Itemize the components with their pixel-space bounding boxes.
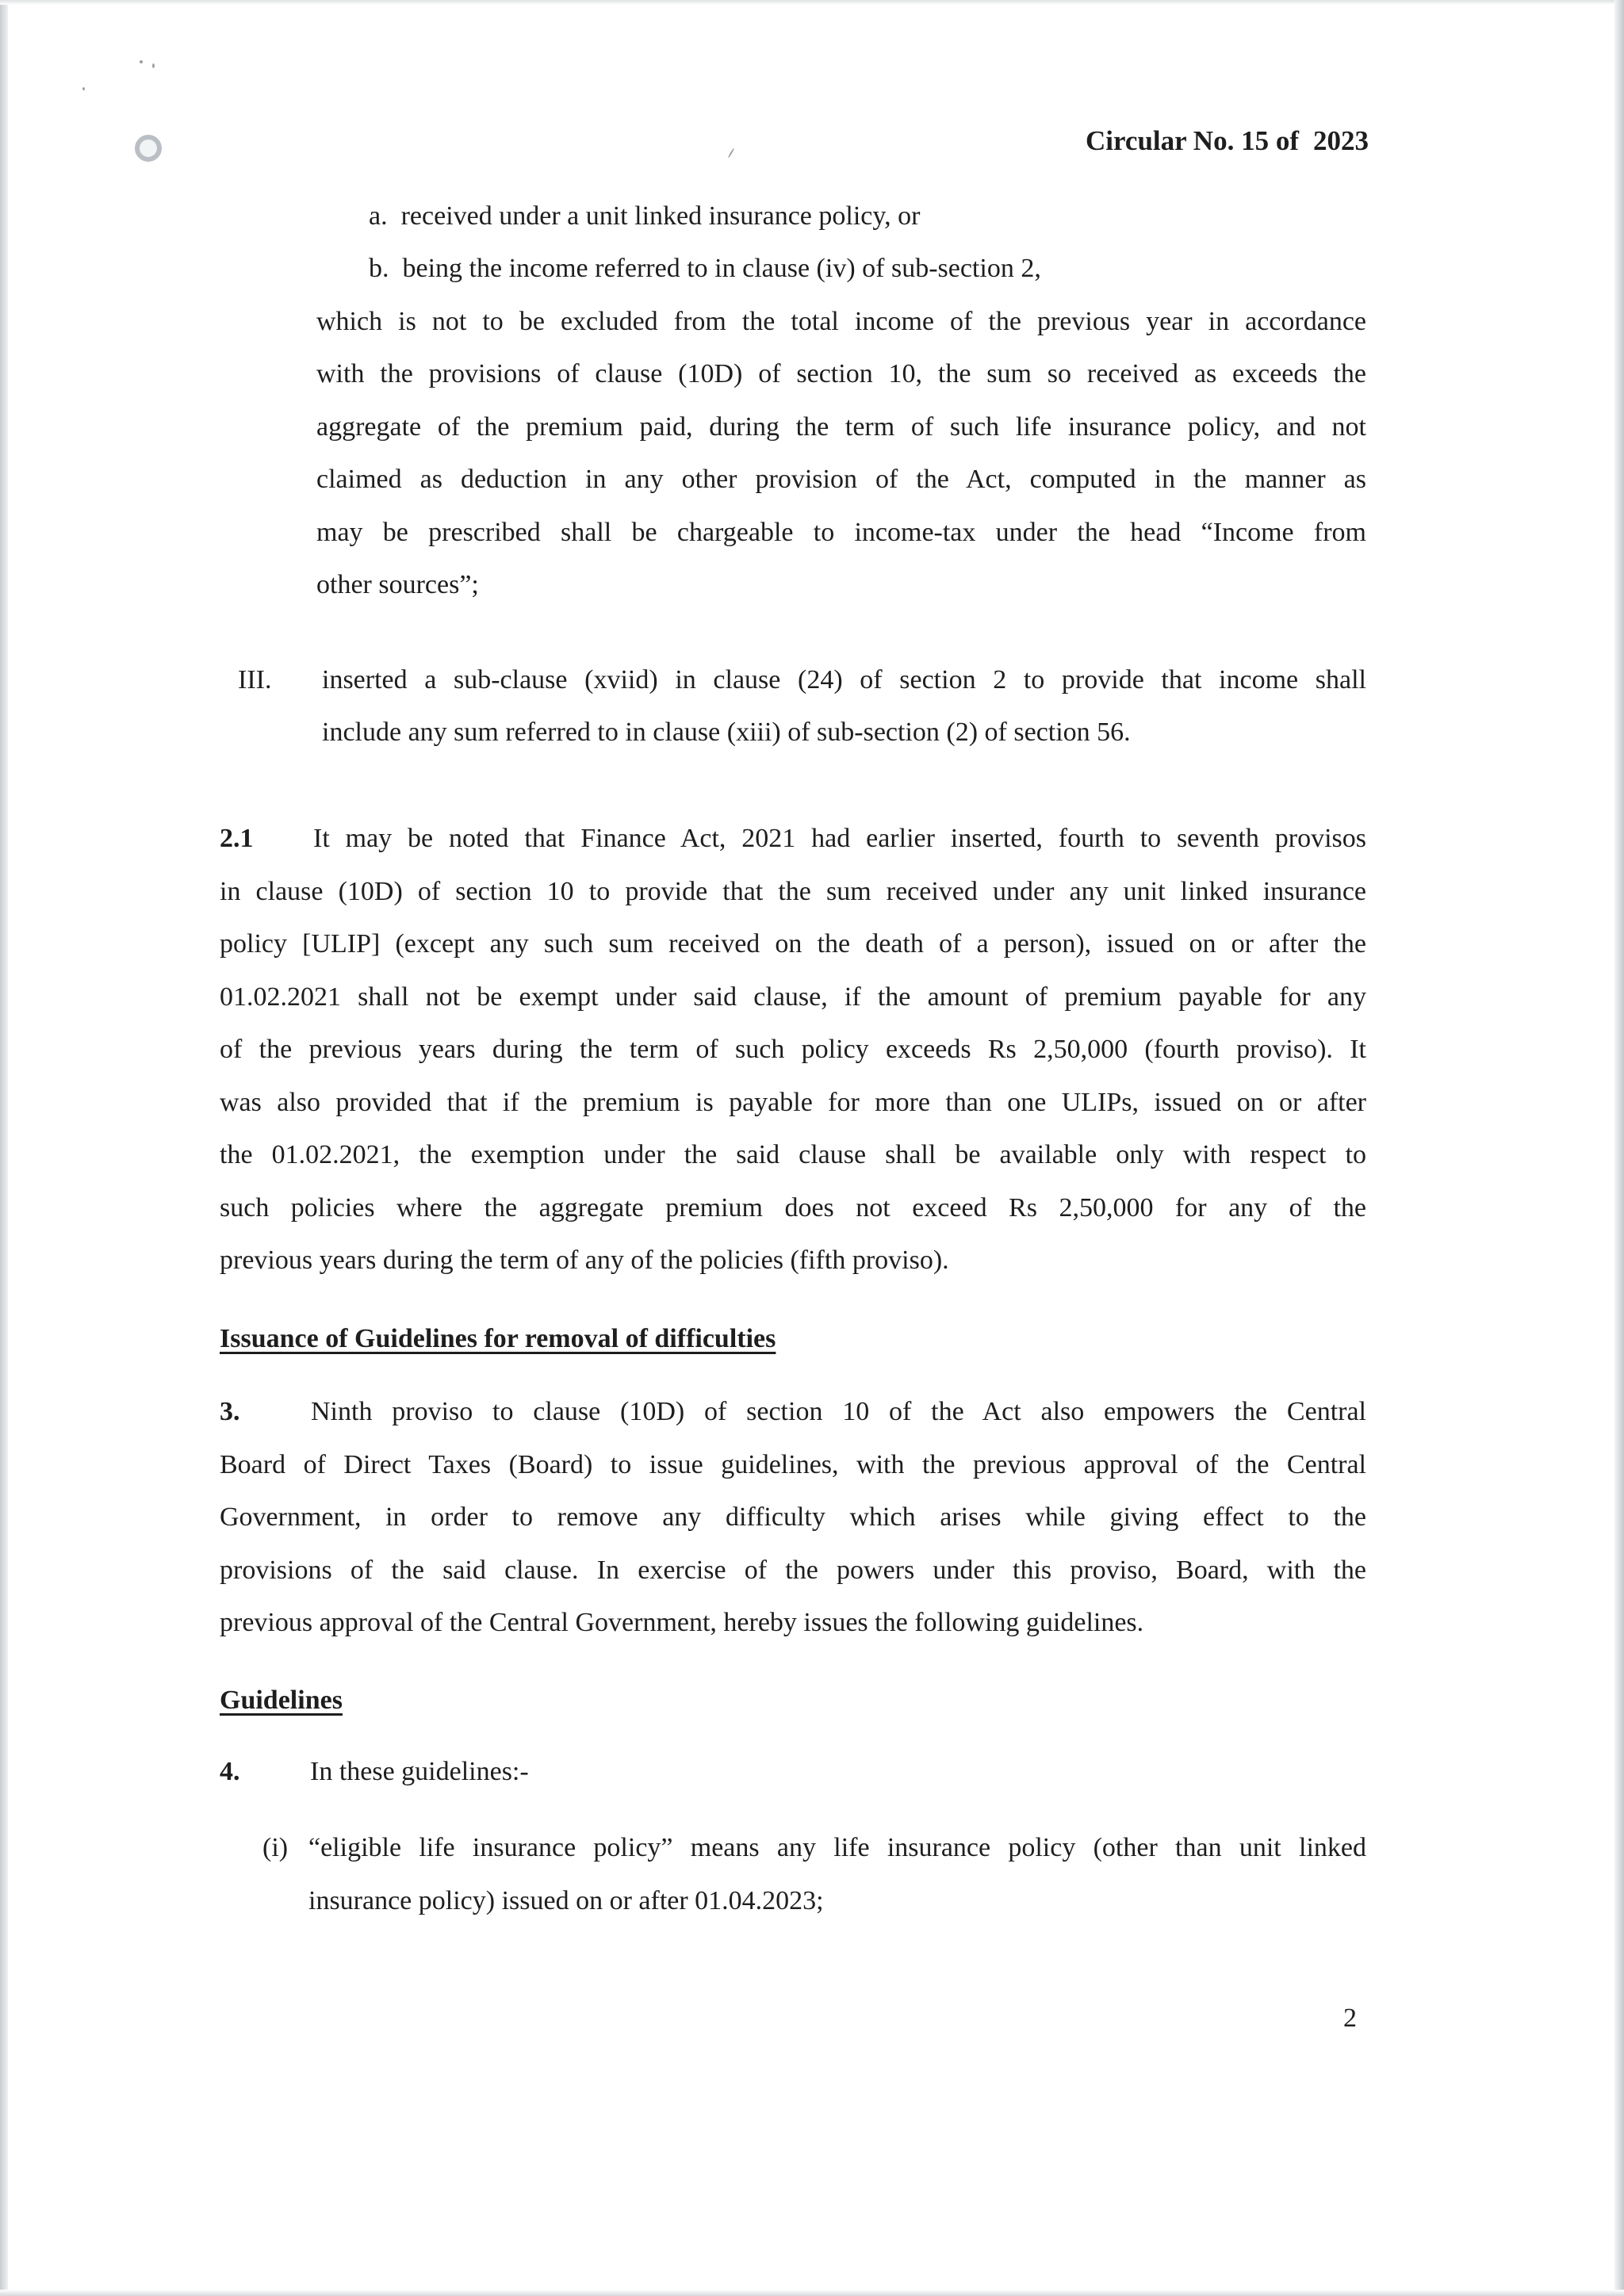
para-3-line: Ninth proviso to clause (10D) of section 10 of the Act also empowers the Central <box>311 1397 1366 1426</box>
para-2-1-line: such policies where the aggregate premium does not exceed Rs 2,50,000 for any of the <box>220 1193 1366 1223</box>
item-iii-marker: III. <box>238 665 272 695</box>
para-4-text: In these guidelines:- <box>310 1757 529 1786</box>
subclause-b <box>369 243 1041 295</box>
para-3-line: Board of Direct Taxes (Board) to issue guidelines, with the previous approval of the Central <box>220 1450 1366 1479</box>
para-3-line: Government, in order to remove any difficulty which arises while giving effect to the <box>220 1502 1366 1532</box>
para-2-1-line: 01.02.2021 shall not be exempt under said clause, if the amount of premium payable for any <box>220 982 1366 1012</box>
circular-year: 2023 <box>1313 125 1369 156</box>
scan-speck <box>82 87 85 90</box>
para-2-1-line: previous years during the term of any of the policies (fifth proviso). <box>220 1246 949 1275</box>
continuation-line: may be prescribed shall be chargeable to income-tax under the head “Income from <box>316 518 1366 547</box>
item-i-line: insurance policy) issued on or after 01.04.2023; <box>308 1886 824 1915</box>
item-i-line: “eligible life insurance policy” means any life insurance policy (other than unit linked <box>308 1833 1366 1862</box>
para-2-1-line: the 01.02.2021, the exemption under the said clause shall be available only with respect to <box>220 1140 1366 1169</box>
scan-speck <box>728 147 735 158</box>
item-i-marker: (i) <box>262 1833 289 1862</box>
para-4-number: 4. <box>220 1757 240 1786</box>
para-3-number: 3. <box>220 1397 240 1426</box>
continuation-line: which is not to be excluded from the total income of the previous year in accordance <box>316 307 1366 336</box>
para-3-line: provisions of the said clause. In exercise of the powers under this proviso, Board, with the <box>220 1556 1366 1585</box>
circular-label: Circular No. 15 of <box>1086 125 1299 156</box>
section-heading-issuance: Issuance of Guidelines for removal of difficulties <box>220 1324 776 1353</box>
para-2-1-line: policy [ULIP] (except any such sum received on the death of a person), issued on or after the <box>220 929 1366 959</box>
subclause-marker: b. <box>369 254 389 283</box>
subclause-marker: a. <box>369 201 388 231</box>
section-heading-guidelines: Guidelines <box>220 1686 343 1715</box>
subclause-a <box>369 190 920 243</box>
circular-header <box>1086 125 1369 157</box>
continuation-line: other sources”; <box>316 570 479 599</box>
scan-edge-left <box>0 0 8 2296</box>
subclause-text: being the income referred to in clause (iv) of sub-section 2, <box>402 254 1041 283</box>
item-iii-line: include any sum referred to in clause (xiii) of sub-section (2) of section 56. <box>322 718 1131 747</box>
continuation-line: aggregate of the premium paid, during the term of such life insurance policy, and not <box>316 412 1366 442</box>
continuation-line: with the provisions of clause (10D) of section 10, the sum so received as exceeds the <box>316 359 1366 388</box>
scan-edge-bottom <box>0 2290 1624 2296</box>
item-iii-line: inserted a sub-clause (xviid) in clause (24) of section 2 to provide that income shall <box>322 665 1366 695</box>
scan-edge-right <box>1614 0 1624 2296</box>
para-2-1-line: was also provided that if the premium is payable for more than one ULIPs, issued on or after <box>220 1088 1366 1117</box>
para-3-line: previous approval of the Central Government, hereby issues the following guidelines. <box>220 1608 1144 1637</box>
subclause-text: received under a unit linked insurance policy, or <box>400 201 921 231</box>
scan-speck <box>140 60 143 63</box>
para-2-1-line: It may be noted that Finance Act, 2021 had earlier inserted, fourth to seventh provisos <box>313 824 1366 853</box>
page-number: 2 <box>1343 2003 1357 2033</box>
scan-speck <box>152 63 155 68</box>
para-2-1-number: 2.1 <box>220 824 254 853</box>
scan-edge-top <box>0 0 1624 5</box>
para-2-1-line: of the previous years during the term of such policy exceeds Rs 2,50,000 (fourth proviso). It <box>220 1035 1366 1064</box>
continuation-line: claimed as deduction in any other provision of the Act, computed in the manner as <box>316 465 1366 494</box>
para-2-1-line: in clause (10D) of section 10 to provide that the sum received under any unit linked insurance <box>220 877 1366 906</box>
punch-hole-mark <box>135 135 162 162</box>
